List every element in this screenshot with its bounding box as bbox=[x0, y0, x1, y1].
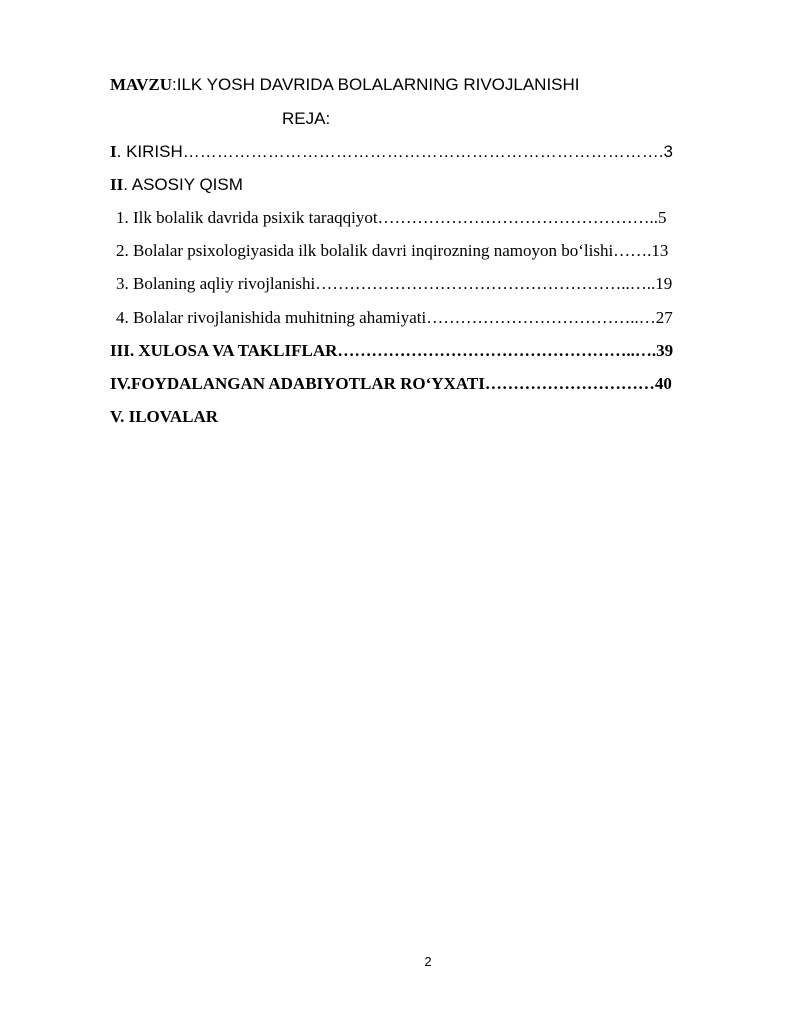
toc-sub-item-2: 2. Bolalar psixologiyasida ilk bolalik davri inqirozning namoyon bo‘lishi…….13 bbox=[116, 241, 669, 260]
toc-sub-item-4: 4. Bolalar rivojlanishida muhitning ahamiyati………………………………..…27 bbox=[116, 308, 673, 327]
toc-intro-number: I bbox=[110, 142, 117, 161]
toc-entry-intro bbox=[110, 142, 673, 162]
topic-text: :ILK YOSH DAVRIDA BOLALARNING RIVOJLANISHI bbox=[172, 75, 580, 94]
plan-heading: REJA: bbox=[282, 109, 331, 128]
page-number: 2 bbox=[424, 954, 432, 969]
toc-sub-item-1: 1. Ilk bolalik davrida psixik taraqqiyot…………………………………………..5 bbox=[116, 208, 667, 227]
toc-entry-appendices: V. ILOVALAR bbox=[110, 407, 219, 426]
toc-main-text: . ASOSIY QISM bbox=[123, 175, 243, 194]
toc-entry-main-part bbox=[110, 175, 243, 195]
toc-main-number: II bbox=[110, 175, 124, 194]
toc-entry-conclusion: III. XULOSA VA TAKLIFLAR……………………………………………..….39 bbox=[110, 341, 674, 360]
topic-title bbox=[110, 75, 580, 95]
toc-entry-references: IV.FOYDALANGAN ADABIYOTLAR RO‘YXATI…………………………40 bbox=[110, 374, 672, 393]
toc-sub-item-3: 3. Bolaning aqliy rivojlanishi………………………………………………..…..19 bbox=[116, 274, 673, 293]
topic-label: MAVZU bbox=[110, 75, 173, 94]
toc-intro-text: . KIRISH………………………………………………………………………….3 bbox=[116, 142, 673, 161]
